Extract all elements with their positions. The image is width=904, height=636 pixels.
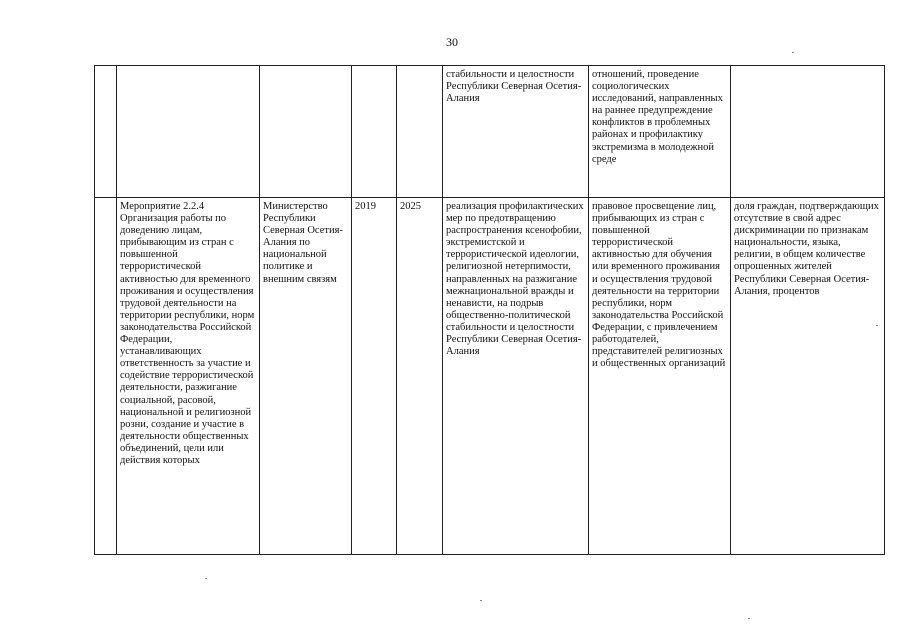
table-cell-executor: Министерство Республики Северная Осетия-Алания по национальной политике и внешним связям	[260, 198, 352, 555]
table-cell-end-year	[397, 66, 443, 198]
table-cell-goal: реализация профилактических мер по предотвращению распространения ксенофобии, экстремистской и террористической идеологии, религиозной нетерпимости, направленных на разжигание межнациональной вражды и ненависти, на подрыв общественно-политической стабильности и целостности Республики Северная Осетия-Алания	[443, 198, 589, 555]
page-number: 30	[446, 35, 458, 49]
table-cell-indicator	[731, 66, 885, 198]
table-cell-executor	[260, 66, 352, 198]
table-cell-start-year	[352, 66, 397, 198]
scan-speck	[748, 618, 750, 619]
scan-speck	[205, 578, 207, 579]
table-row	[95, 198, 885, 555]
table-cell-end-year: 2025	[397, 198, 443, 555]
table-row	[95, 66, 885, 198]
table-cell-indicator: доля граждан, подтверждающих отсутствие в свой адрес дискриминации по признакам национальности, языка, религии, в общем количестве опрошенных жителей Республики Северная Осетия-Алания, процентов	[731, 198, 885, 555]
measures-table	[94, 65, 885, 555]
table-cell-number	[95, 66, 117, 198]
table-cell-goal: стабильности и целостности Республики Северная Осетия-Алания	[443, 66, 589, 198]
scan-speck	[480, 600, 482, 601]
table-cell-number	[95, 198, 117, 555]
table-cell-directions: правовое просвещение лиц, прибывающих из стран с повышенной террористической активностью для обучения или временного проживания и осуществления трудовой деятельности на территории республики, норм законодательства Российской Федерации, с привлечением работодателей, представителей религиозных и общественных организаций	[589, 198, 731, 555]
table-cell-start-year: 2019	[352, 198, 397, 555]
table-cell-directions: отношений, проведение социологических исследований, направленных на раннее предупреждение конфликтов в проблемных районах и профилактику экстремизма в молодежной среде	[589, 66, 731, 198]
scan-speck	[876, 325, 878, 326]
scan-speck	[792, 52, 794, 53]
table-cell-measure	[117, 66, 260, 198]
table-cell-measure: Мероприятие 2.2.4 Организация работы по доведению лицам, прибывающим из стран с повышенной террористической активностью для временного проживания и осуществления трудовой деятельности на территории республики, норм законодательства Российской Федерации, устанавливающих ответственность за участие и содействие террористической деятельности, разжигание социальной, расовой, национальной и религиозной розни, создание и участие в деятельности общественных объединений, цели или действия которых	[117, 198, 260, 555]
